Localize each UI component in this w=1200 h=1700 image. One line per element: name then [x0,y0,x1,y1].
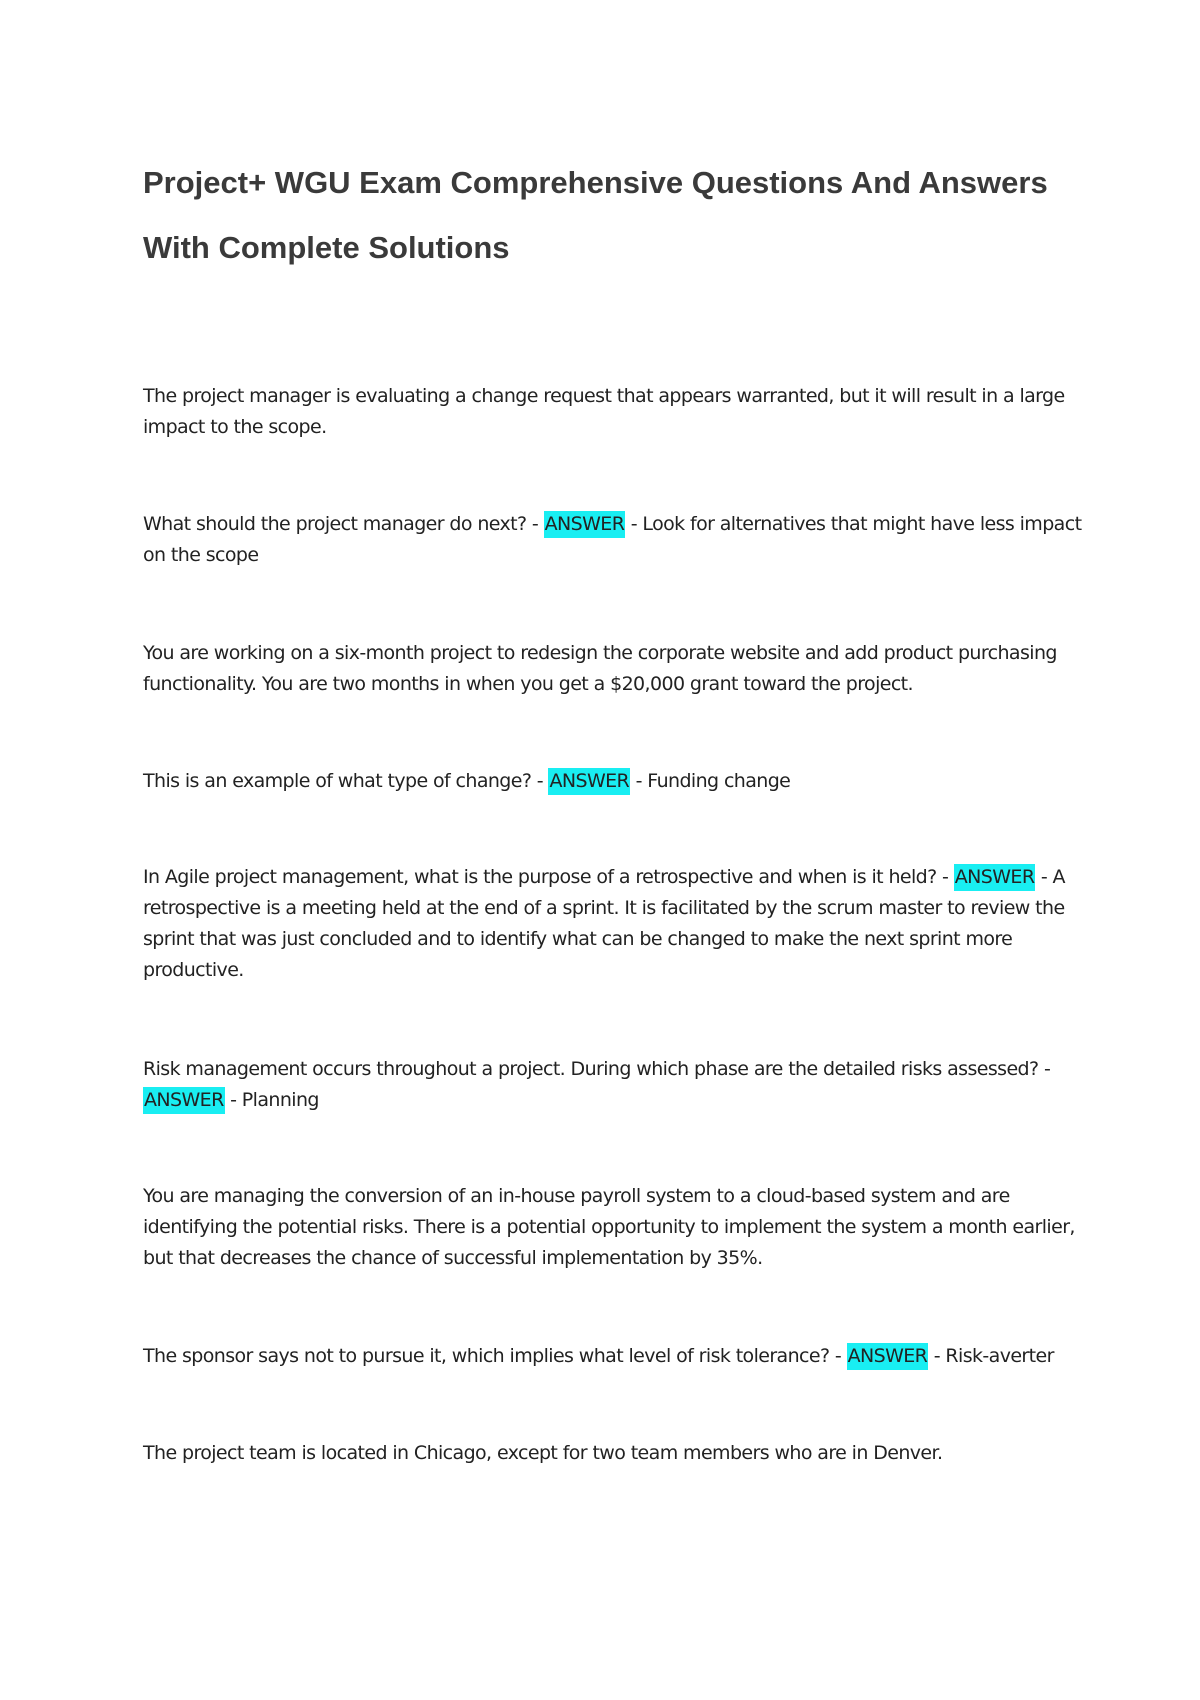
question-text: In Agile project management, what is the purpose of a retrospective and when is it held? - [143,866,954,888]
question-text: This is an example of what type of change? - [143,770,549,792]
paragraph-scope-change-context: The project manager is evaluating a change request that appears warranted, but it will result in a large impact to the scope. [143,385,1065,438]
answer-highlight: ANSWER [847,1343,929,1370]
qa-paragraph-change-type [143,766,1083,797]
answer-text: - Risk-averter [928,1345,1054,1367]
answer-highlight: ANSWER [954,864,1036,891]
answer-text: - Look for alternatives that might have less impact on the scope [143,513,1082,566]
paragraph-team-location-context: The project team is located in Chicago, except for two team members who are in Denver. [143,1442,943,1464]
qa-paragraph-risk-phase [143,1054,1083,1116]
answer-text: - A retrospective is a meeting held at the end of a sprint. It is facilitated by the scrum master to review the sprint that was just concluded and to identify what can be changed to make the next sprint more productive. [143,866,1065,981]
answer-text: - Funding change [630,770,791,792]
document-title: Project+ WGU Exam Comprehensive Questions And Answers With Complete Solutions [143,165,1048,265]
question-text: The sponsor says not to pursue it, which implies what level of risk tolerance? - [143,1345,847,1367]
qa-paragraph-risk-tolerance [143,1341,1083,1372]
answer-highlight: ANSWER [143,1087,225,1114]
paragraph-payroll-conversion-context: You are managing the conversion of an in-house payroll system to a cloud-based system and are identifying the potential risks. There is a potential opportunity to implement the system a month earlier, but that decreases the chance of successful implementation by 35%. [143,1185,1075,1269]
answer-text: - Planning [224,1089,319,1111]
question-text: Risk management occurs throughout a project. During which phase are the detailed risks assessed? - [143,1058,1051,1080]
answer-highlight: ANSWER [544,511,626,538]
answer-highlight: ANSWER [548,768,630,795]
qa-paragraph-next-step [143,509,1083,571]
paragraph-website-project-context: You are working on a six-month project to redesign the corporate website and add product purchasing functionality. You are two months in when you get a $20,000 grant toward the project. [143,642,1057,695]
qa-paragraph-retrospective [143,862,1083,986]
question-text: What should the project manager do next? - [143,513,544,535]
